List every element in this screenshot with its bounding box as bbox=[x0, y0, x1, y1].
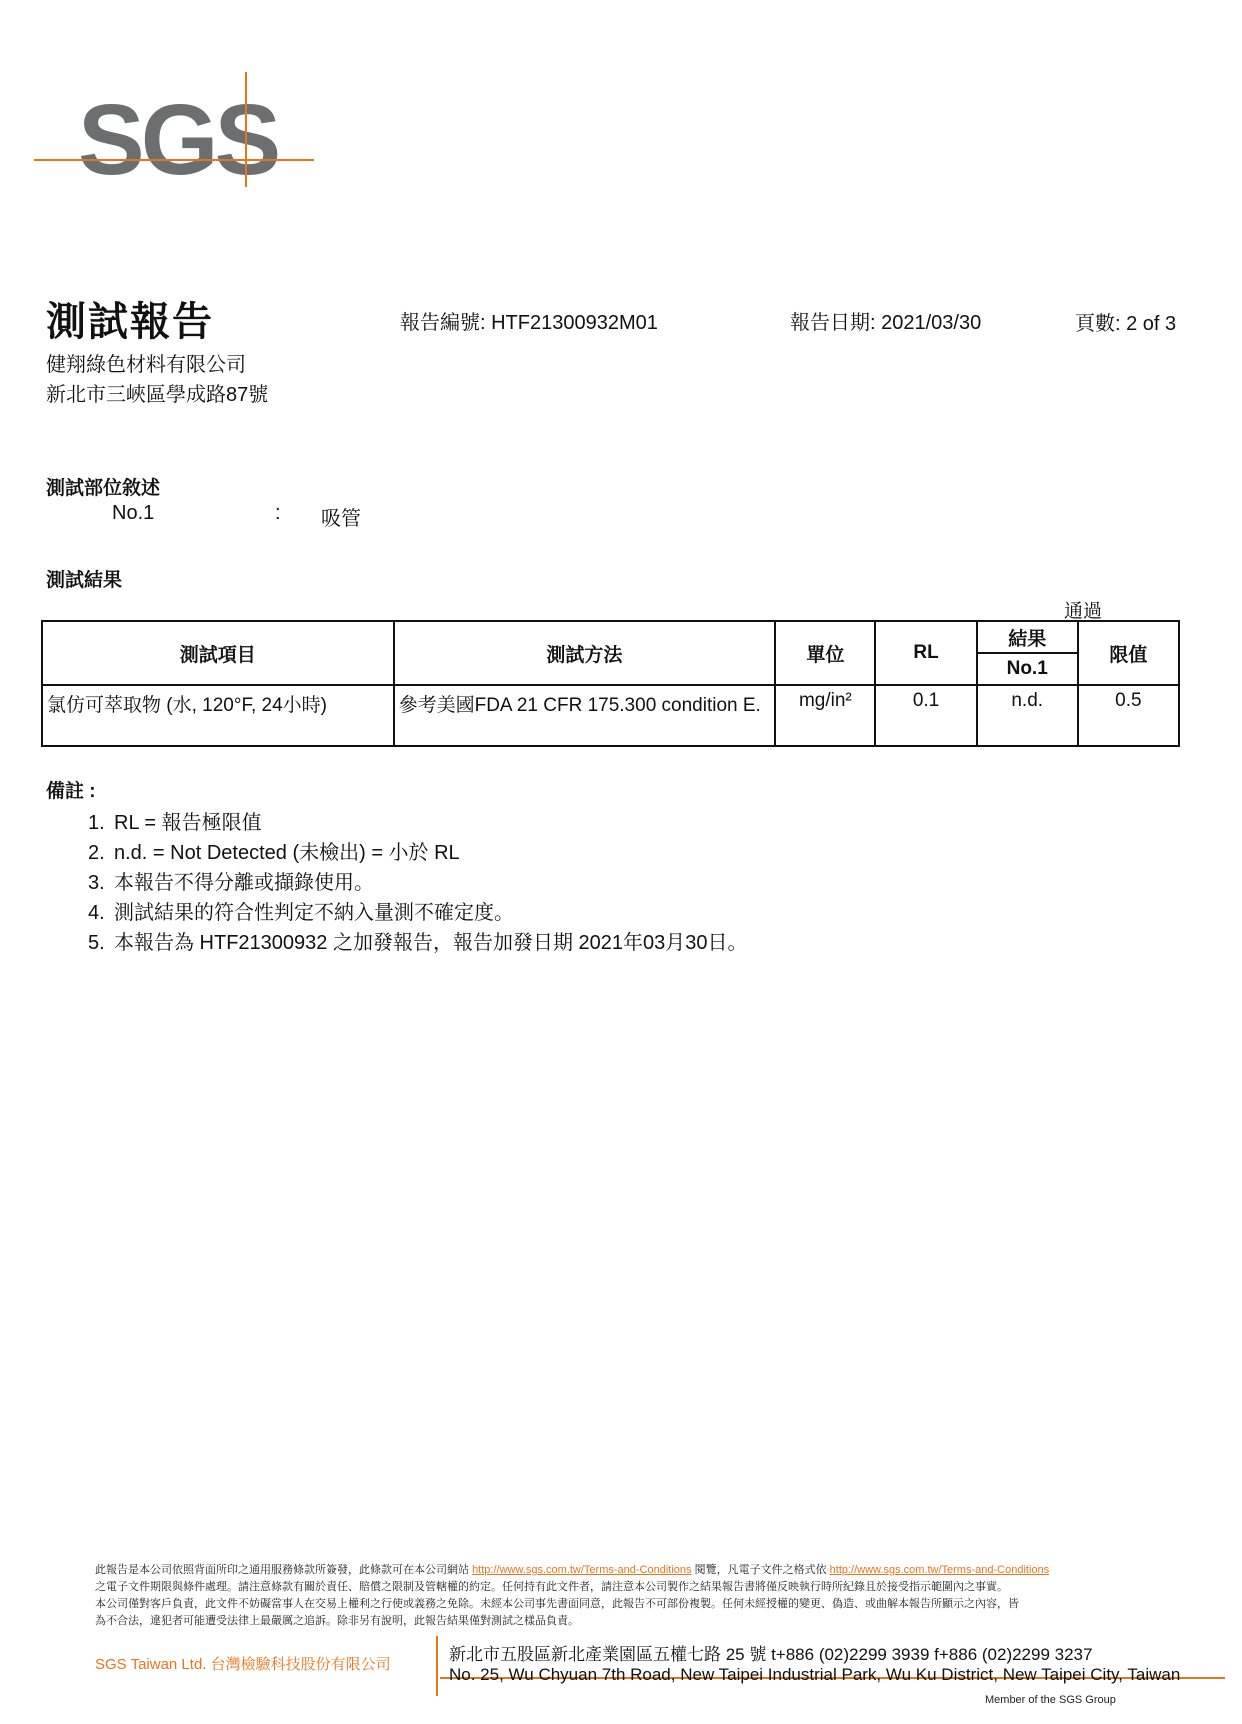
pass-label: 通過 bbox=[1063, 601, 1102, 622]
page-number: 頁數: 2 of 3 bbox=[1075, 313, 1177, 335]
results-table bbox=[41, 620, 1180, 747]
footer-company: SGS Taiwan Ltd. 台灣檢驗科技股份有限公司 bbox=[95, 1656, 391, 1673]
cell-result: n.d. bbox=[977, 685, 1078, 746]
footer-divider-vertical bbox=[436, 1636, 438, 1696]
results-heading: 測試結果 bbox=[46, 569, 123, 591]
note-item: 4. 測試結果的符合性判定不納入量測不確定度。 bbox=[88, 902, 514, 924]
table-header-row bbox=[42, 621, 1179, 653]
report-number: 報告編號: HTF21300932M01 bbox=[400, 312, 658, 334]
col-header-unit: 單位 bbox=[775, 621, 875, 685]
sample-colon: : bbox=[275, 502, 281, 524]
sample-number: No.1 bbox=[112, 502, 155, 524]
cell-item: 氯仿可萃取物 (水, 120°F, 24小時) bbox=[42, 685, 394, 746]
note-item: 2. n.d. = Not Detected (未檢出) = 小於 RL bbox=[88, 842, 460, 864]
client-name: 健翔綠色材料有限公司 bbox=[46, 354, 246, 376]
terms-link[interactable]: http://www.sgs.com.tw/Terms-and-Conditions bbox=[472, 1564, 692, 1576]
sample-description-heading: 測試部位敘述 bbox=[46, 477, 161, 499]
footer-address-english: No. 25, Wu Chyuan 7th Road, New Taipei Industrial Park, Wu Ku District, New Taipei City, Taiwan bbox=[449, 1665, 1181, 1684]
notes-heading: 備註 : bbox=[46, 781, 96, 802]
col-header-result: 結果 bbox=[977, 621, 1078, 653]
col-header-item: 測試項目 bbox=[42, 621, 394, 685]
table-row bbox=[42, 685, 1179, 746]
col-header-limit: 限值 bbox=[1078, 621, 1179, 685]
sgs-logo bbox=[34, 72, 314, 197]
col-header-result-sample: No.1 bbox=[977, 653, 1078, 685]
terms-link[interactable]: http://www.sgs.com.tw/Terms-and-Conditions bbox=[829, 1564, 1050, 1576]
cell-limit: 0.5 bbox=[1078, 685, 1179, 746]
note-item: 3. 本報告不得分離或擷錄使用。 bbox=[88, 872, 374, 894]
footer-member: Member of the SGS Group bbox=[985, 1694, 1116, 1706]
col-header-method: 測試方法 bbox=[394, 621, 776, 685]
note-item: 5. 本報告為 HTF21300932 之加發報告，報告加發日期 2021年03月30日。 bbox=[88, 932, 748, 954]
legal-disclaimer: 此報告是本公司依照背面所印之通用服務條款所簽發，此條款可在本公司網站 http://www.sgs.com.tw/Terms-and-Conditions 閱覽，凡電子文件之格式依 http://www.sgs.com.tw/Terms-and-Conditions 之電子文件期限與條件處理。請注意條款有關於責任、賠償之限制及管轄權的約定。任何持有此文件者，請注意本公司製作之結果報告書將僅反映執行時所紀錄且於接受指示範圍內之事實。 本公司僅對客戶負責，此文件不妨礙當事人在交易上權利之行使或義務之免除。未經本公司事先書面同意，此報告不可部份複製。任何未經授權的變更、偽造、或曲解本報告所顯示之內容，皆 為不合法，違犯者可能遭受法律上最嚴厲之追訴。除非另有說明，此報告結果僅對測試之樣品負責。 bbox=[95, 1564, 1050, 1627]
col-header-rl: RL bbox=[875, 621, 976, 685]
cell-unit: mg/in² bbox=[775, 685, 875, 746]
note-item: 1. RL = 報告極限值 bbox=[88, 812, 262, 834]
footer-address-chinese: 新北市五股區新北產業園區五權七路 25 號 t+886 (02)2299 3939 f+886 (02)2299 3237 bbox=[449, 1645, 1093, 1664]
report-date: 報告日期: 2021/03/30 bbox=[790, 312, 982, 334]
sgs-logo-text: SGS bbox=[78, 84, 278, 196]
cell-method: 參考美國FDA 21 CFR 175.300 condition E. bbox=[394, 685, 776, 746]
sample-value: 吸管 bbox=[321, 508, 361, 530]
document-title: 測試報告 bbox=[46, 299, 214, 345]
client-address: 新北市三峽區學成路87號 bbox=[46, 384, 269, 406]
cell-rl: 0.1 bbox=[875, 685, 976, 746]
